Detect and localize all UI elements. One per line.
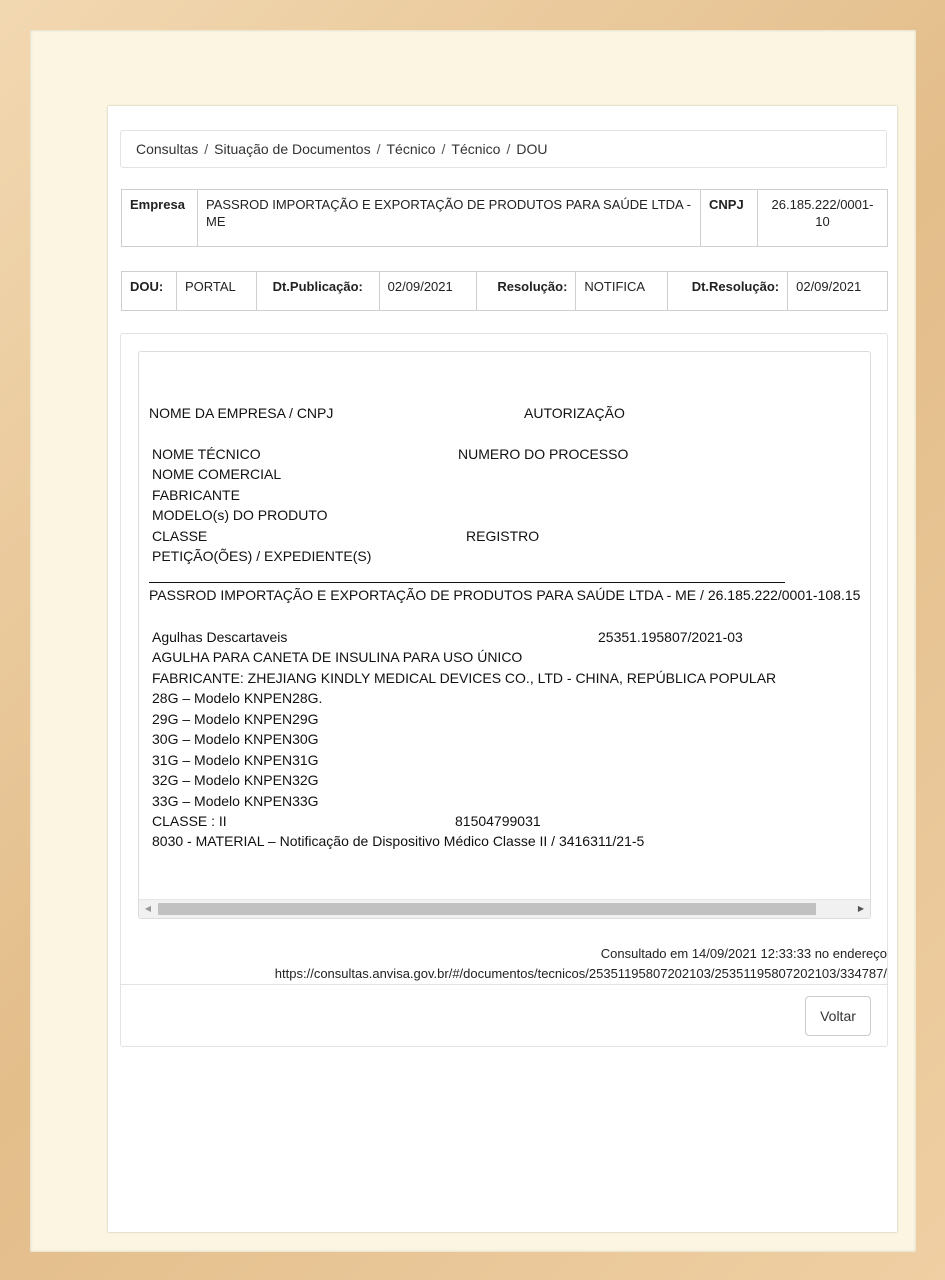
- frame-mat: [30, 30, 916, 1252]
- breadcrumb-tecnico-2[interactable]: Técnico: [451, 141, 501, 157]
- scroll-left-arrow-icon[interactable]: ◀: [144, 904, 152, 913]
- header-modelos: MODELO(s) DO PRODUTO: [152, 507, 328, 523]
- document-viewer: [138, 351, 871, 919]
- dou-value: PORTAL: [176, 272, 256, 311]
- resolucao-label: Resolução:: [476, 272, 576, 311]
- header-nome-comercial: NOME COMERCIAL: [152, 466, 282, 482]
- header-fabricante: FABRICANTE: [152, 487, 240, 503]
- consulta-timestamp: Consultado em 14/09/2021 12:33:33 no endereço: [600, 946, 887, 961]
- scrollbar-thumb[interactable]: [158, 903, 816, 915]
- registro-value: 81504799031: [455, 813, 541, 829]
- breadcrumb-separator: /: [204, 141, 209, 157]
- classe-value: CLASSE : II: [152, 813, 227, 829]
- breadcrumb: [120, 130, 887, 168]
- consulta-url: https://consultas.anvisa.gov.br/#/documentos/tecnicos/25351195807202103/25351195807202103/334787/: [274, 966, 887, 981]
- fabricante-value: FABRICANTE: ZHEJIANG KINDLY MEDICAL DEVICES CO., LTD - CHINA, REPÚBLICA POPULAR: [152, 670, 777, 686]
- empresa-value: PASSROD IMPORTAÇÃO E EXPORTAÇÃO DE PRODUTOS PARA SAÚDE LTDA - ME: [197, 190, 700, 247]
- horizontal-scrollbar[interactable]: [139, 899, 870, 918]
- header-peticoes: PETIÇÃO(ÕES) / EXPEDIENTE(S): [152, 548, 372, 564]
- voltar-button[interactable]: Voltar: [805, 996, 871, 1036]
- header-autorizacao: AUTORIZAÇÃO: [524, 405, 625, 421]
- nome-comercial-value: AGULHA PARA CANETA DE INSULINA PARA USO ÚNICO: [152, 649, 523, 665]
- header-numero-processo: NUMERO DO PROCESSO: [458, 446, 629, 462]
- dt-publicacao-value: 02/09/2021: [379, 272, 476, 311]
- dou-label: DOU:: [122, 272, 177, 311]
- resolucao-value: NOTIFICA: [576, 272, 668, 311]
- modelo-line: 32G – Modelo KNPEN32G: [152, 772, 319, 788]
- publicacao-table: [121, 271, 888, 311]
- breadcrumb-tecnico[interactable]: Técnico: [386, 141, 436, 157]
- document-page: [108, 106, 897, 1232]
- modelo-line: 30G – Modelo KNPEN30G: [152, 731, 319, 747]
- modelo-line: 28G – Modelo KNPEN28G.: [152, 690, 323, 706]
- cnpj-value: 26.185.222/0001-10: [758, 190, 888, 247]
- header-nome-tecnico: NOME TÉCNICO: [152, 446, 261, 462]
- document-content: [149, 352, 871, 901]
- breadcrumb-separator: /: [441, 141, 446, 157]
- breadcrumb-separator: /: [376, 141, 381, 157]
- dt-resolucao-value: 02/09/2021: [788, 272, 888, 311]
- empresa-cnpj-line: PASSROD IMPORTAÇÃO E EXPORTAÇÃO DE PRODUTOS PARA SAÚDE LTDA - ME / 26.185.222/0001-108.15: [149, 587, 861, 603]
- breadcrumb-consultas[interactable]: Consultas: [136, 141, 199, 157]
- header-registro: REGISTRO: [466, 528, 540, 544]
- header-nome-empresa: NOME DA EMPRESA / CNPJ: [149, 405, 334, 421]
- modelo-line: 33G – Modelo KNPEN33G: [152, 793, 319, 809]
- cnpj-label: CNPJ: [701, 190, 758, 247]
- header-divider: [149, 582, 785, 583]
- scroll-right-arrow-icon[interactable]: ▶: [857, 904, 865, 913]
- modelo-line: 29G – Modelo KNPEN29G: [152, 711, 319, 727]
- dt-resolucao-label: Dt.Resolução:: [668, 272, 788, 311]
- empresa-label: Empresa: [122, 190, 198, 247]
- header-classe: CLASSE: [152, 528, 208, 544]
- panel-footer-divider: [121, 984, 887, 985]
- modelo-line: 31G – Modelo KNPEN31G: [152, 752, 319, 768]
- nome-tecnico-value: Agulhas Descartaveis: [152, 629, 288, 645]
- breadcrumb-current-dou: DOU: [516, 141, 548, 157]
- document-panel: [120, 333, 888, 1047]
- peticao-value: 8030 - MATERIAL – Notificação de Dispositivo Médico Classe II / 3416311/21-5: [152, 833, 645, 849]
- empresa-table: [121, 189, 888, 247]
- breadcrumb-separator: /: [506, 141, 511, 157]
- processo-value: 25351.195807/2021-03: [598, 629, 743, 645]
- breadcrumb-situacao-documentos[interactable]: Situação de Documentos: [214, 141, 371, 157]
- dt-publicacao-label: Dt.Publicação:: [256, 272, 379, 311]
